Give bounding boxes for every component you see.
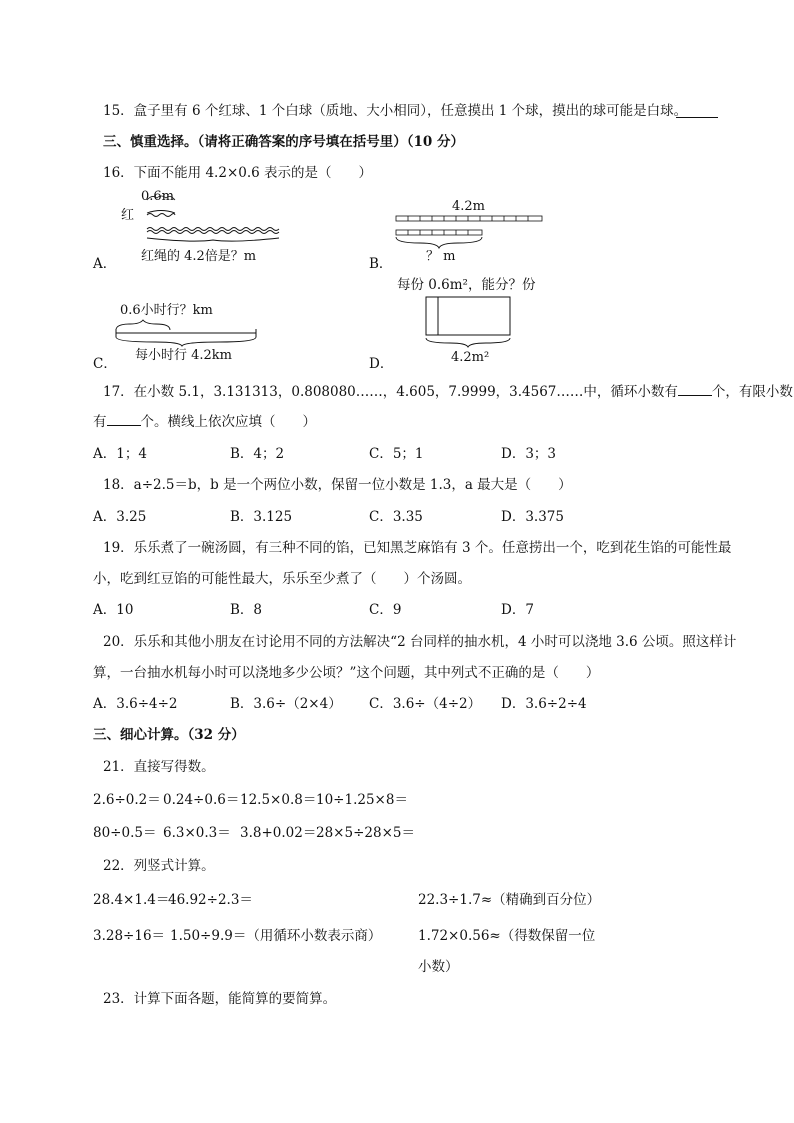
q18-option-a[interactable]: A．3.25 bbox=[93, 509, 147, 525]
answer-blank[interactable] bbox=[107, 425, 141, 426]
question-22-text: 22．列竖式计算。 bbox=[103, 858, 215, 874]
q19-option-a[interactable]: A．10 bbox=[93, 602, 134, 618]
option-b-top-label: 4.2m bbox=[452, 199, 486, 214]
q18-option-b[interactable]: B．3.125 bbox=[230, 509, 293, 525]
calc-item: 22.3÷1.7≈（精确到百分位） bbox=[418, 892, 601, 908]
calc-item: 80÷0.5＝ bbox=[93, 825, 157, 841]
question-17-text-tail: 个，有限小数 bbox=[711, 384, 793, 400]
q19-option-d[interactable]: D．7 bbox=[501, 602, 534, 618]
question-15 bbox=[103, 102, 687, 120]
answer-blank[interactable] bbox=[676, 117, 718, 118]
option-a-letter[interactable]: A． bbox=[93, 256, 117, 272]
option-b-bottom-label: ？ m bbox=[426, 249, 456, 264]
option-d-diagram bbox=[420, 294, 520, 350]
calc-item: 46.92÷2.3＝ bbox=[168, 892, 253, 908]
calc-item-continued: 小数） bbox=[418, 959, 459, 975]
question-15-text: 15．盒子里有 6 个红球、1 个白球（质地、大小相同），任意摸出 1 个球，摸出的球可能是白球。 bbox=[103, 103, 688, 119]
q18-option-d[interactable]: D．3.375 bbox=[501, 509, 564, 525]
option-d-top-label: 每份 0.6m²，能分？份 bbox=[397, 277, 536, 293]
distance-diagram bbox=[110, 318, 270, 348]
question-19-line2: 小，吃到红豆馅的可能性最大，乐乐至少煮了（ ）个汤圆。 bbox=[93, 571, 471, 587]
question-17-text: 17．在小数 5.1，3.131313，0.808080……，4.605，7.9999，3.4567……中，循环小数有 bbox=[103, 384, 678, 400]
section-title-choice: 三、慎重选择。（请将正确答案的序号填在括号里）（10 分） bbox=[103, 134, 464, 150]
calc-item: 12.5×0.8＝ bbox=[240, 792, 317, 808]
area-diagram bbox=[420, 294, 520, 350]
option-d-bottom-label: 4.2m² bbox=[451, 350, 490, 365]
calc-item: 10÷1.25×8＝ bbox=[316, 792, 408, 808]
answer-blank[interactable] bbox=[678, 395, 712, 396]
question-17-line1 bbox=[103, 383, 793, 401]
option-a-side-label: 红 bbox=[121, 208, 135, 223]
option-c-letter[interactable]: C． bbox=[93, 356, 117, 372]
calc-item: 28×5÷28×5＝ bbox=[316, 825, 415, 841]
question-17-line2-head: 有 bbox=[93, 414, 107, 430]
q19-option-c[interactable]: C．9 bbox=[369, 602, 402, 618]
option-d-letter[interactable]: D． bbox=[369, 356, 394, 372]
q19-option-b[interactable]: B．8 bbox=[230, 602, 263, 618]
q18-option-c[interactable]: C．3.35 bbox=[369, 509, 423, 525]
question-17-line2-tail: 个。横线上依次应填（ ） bbox=[140, 414, 316, 430]
calc-item: 2.6÷0.2＝ bbox=[93, 792, 161, 808]
q20-option-c[interactable]: C．3.6÷（4÷2） bbox=[369, 696, 482, 712]
calc-item: 1.72×0.56≈（得数保留一位 bbox=[418, 928, 596, 944]
option-c-top-label: 0.6小时行？km bbox=[120, 303, 213, 318]
calc-item: 28.4×1.4＝ bbox=[93, 892, 170, 908]
calc-item: 6.3×0.3＝ bbox=[163, 825, 231, 841]
option-c-bottom-label: 每小时行 4.2km bbox=[135, 348, 233, 363]
option-c-diagram bbox=[110, 318, 270, 348]
calc-item: 1.50÷9.9＝（用循环小数表示商） bbox=[170, 928, 382, 944]
q17-option-c[interactable]: C．5；1 bbox=[369, 446, 424, 462]
q20-option-a[interactable]: A．3.6÷4÷2 bbox=[93, 696, 178, 712]
segment-diagram bbox=[390, 212, 550, 252]
option-a-top-label: 0.6m bbox=[141, 189, 175, 204]
calc-item: 3.28÷16＝ bbox=[93, 928, 166, 944]
calc-item: 0.24÷0.6＝ bbox=[163, 792, 240, 808]
option-a-bottom-label: 红绳的 4.2倍是？m bbox=[141, 249, 257, 264]
question-20-line1: 20．乐乐和其他小朋友在讨论用不同的方法解决“2 台同样的抽水机，4 小时可以浇地 3.6 公顷。照这样计 bbox=[103, 634, 737, 650]
question-17-line2 bbox=[93, 413, 316, 431]
question-21-text: 21．直接写得数。 bbox=[103, 759, 215, 775]
q20-option-b[interactable]: B．3.6÷（2×4） bbox=[230, 696, 342, 712]
q20-option-d[interactable]: D．3.6÷2÷4 bbox=[501, 696, 587, 712]
q17-option-d[interactable]: D．3；3 bbox=[501, 446, 557, 462]
question-20-line2: 算，一台抽水机每小时可以浇地多少公顷？”这个问题，其中列式不正确的是（ ） bbox=[93, 665, 600, 681]
q17-option-a[interactable]: A．1；4 bbox=[93, 446, 147, 462]
option-b-letter[interactable]: B． bbox=[369, 256, 393, 272]
question-16-text: 16．下面不能用 4.2×0.6 表示的是（ ） bbox=[103, 165, 373, 181]
calc-item: 3.8+0.02＝ bbox=[240, 825, 317, 841]
question-19-line1: 19．乐乐煮了一碗汤圆，有三种不同的馅，已知黑芝麻馅有 3 个。任意捞出一个，吃到花生馅的可能性最 bbox=[103, 540, 732, 556]
question-18-text: 18．a÷2.5＝b，b 是一个两位小数，保留一位小数是 1.3，a 最大是（ ） bbox=[103, 477, 572, 493]
option-b-diagram bbox=[390, 212, 550, 252]
section-title-calc: 三、细心计算。（32 分） bbox=[93, 727, 245, 743]
question-23-text: 23．计算下面各题，能简算的要简算。 bbox=[103, 991, 337, 1007]
q17-option-b[interactable]: B．4；2 bbox=[230, 446, 285, 462]
